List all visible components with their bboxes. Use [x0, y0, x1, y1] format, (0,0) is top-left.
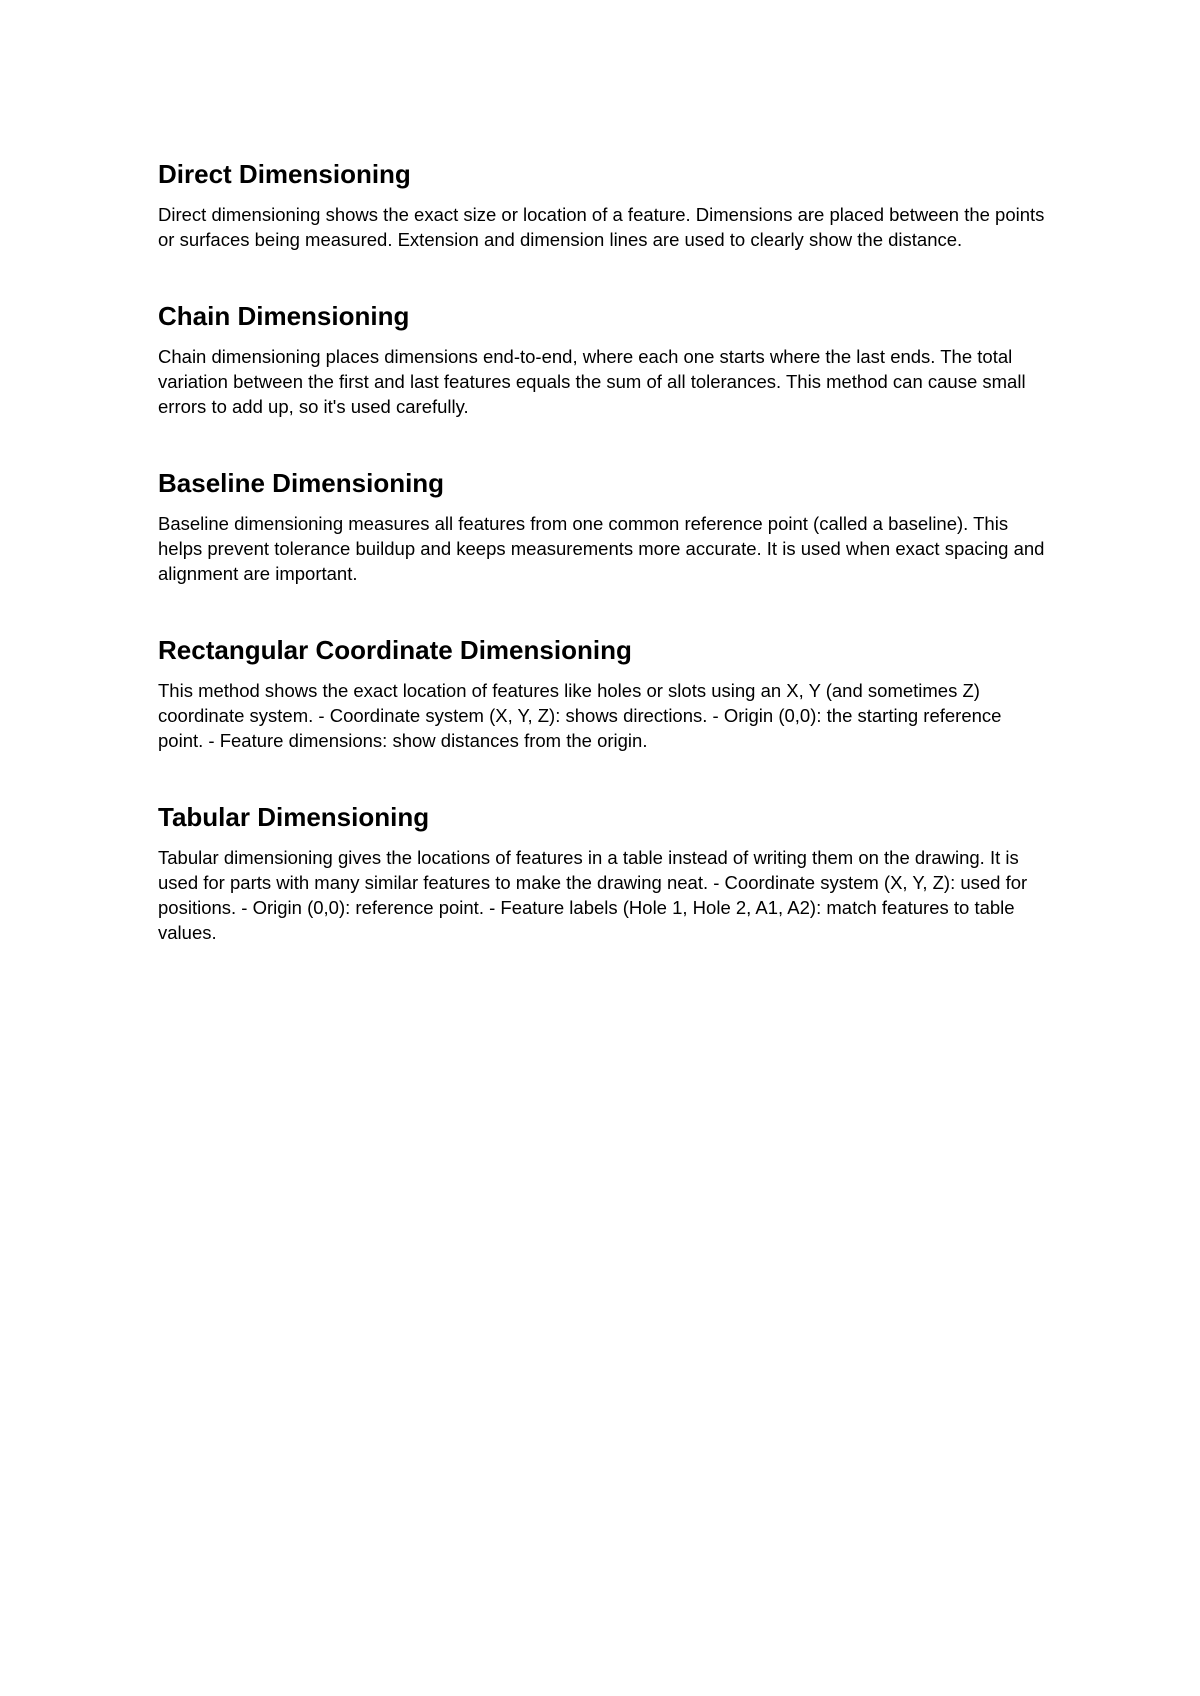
section-chain-dimensioning	[158, 300, 1050, 419]
section-heading: Rectangular Coordinate Dimensioning	[158, 635, 632, 665]
section-heading: Chain Dimensioning	[158, 301, 410, 331]
section-body: This method shows the exact location of features like holes or slots using an X, Y (and sometimes Z) coordinate system. - Coordinate system (X, Y, Z): shows directions. - Origin (0,0): the starting reference point. - Feature dimensions: show distances from the origin.	[158, 680, 1002, 751]
section-heading: Tabular Dimensioning	[158, 802, 430, 832]
section-body: Baseline dimensioning measures all features from one common reference point (called a baseline). This helps prevent tolerance buildup and keeps measurements more accurate. It is used when exact spacing and alignment are important.	[158, 513, 1045, 584]
section-baseline-dimensioning	[158, 467, 1050, 586]
section-heading: Baseline Dimensioning	[158, 468, 445, 498]
section-direct-dimensioning	[158, 158, 1050, 252]
section-heading: Direct Dimensioning	[158, 159, 411, 189]
section-rectangular-coordinate-dimensioning	[158, 634, 1050, 753]
section-body: Chain dimensioning places dimensions end-to-end, where each one starts where the last ends. The total variation between the first and last features equals the sum of all tolerances. This method can cause small errors to add up, so it's used carefully.	[158, 346, 1026, 417]
section-body: Tabular dimensioning gives the locations of features in a table instead of writing them on the drawing. It is used for parts with many similar features to make the drawing neat. - Coordinate system (X, Y, Z): used for positions. - Origin (0,0): reference point. - Feature labels (Hole 1, Hole 2, A1, A2): match features to table values.	[158, 847, 1028, 943]
section-body: Direct dimensioning shows the exact size or location of a feature. Dimensions are placed between the points or surfaces being measured. Extension and dimension lines are used to clearly show the distance.	[158, 204, 1045, 250]
section-tabular-dimensioning	[158, 801, 1050, 945]
